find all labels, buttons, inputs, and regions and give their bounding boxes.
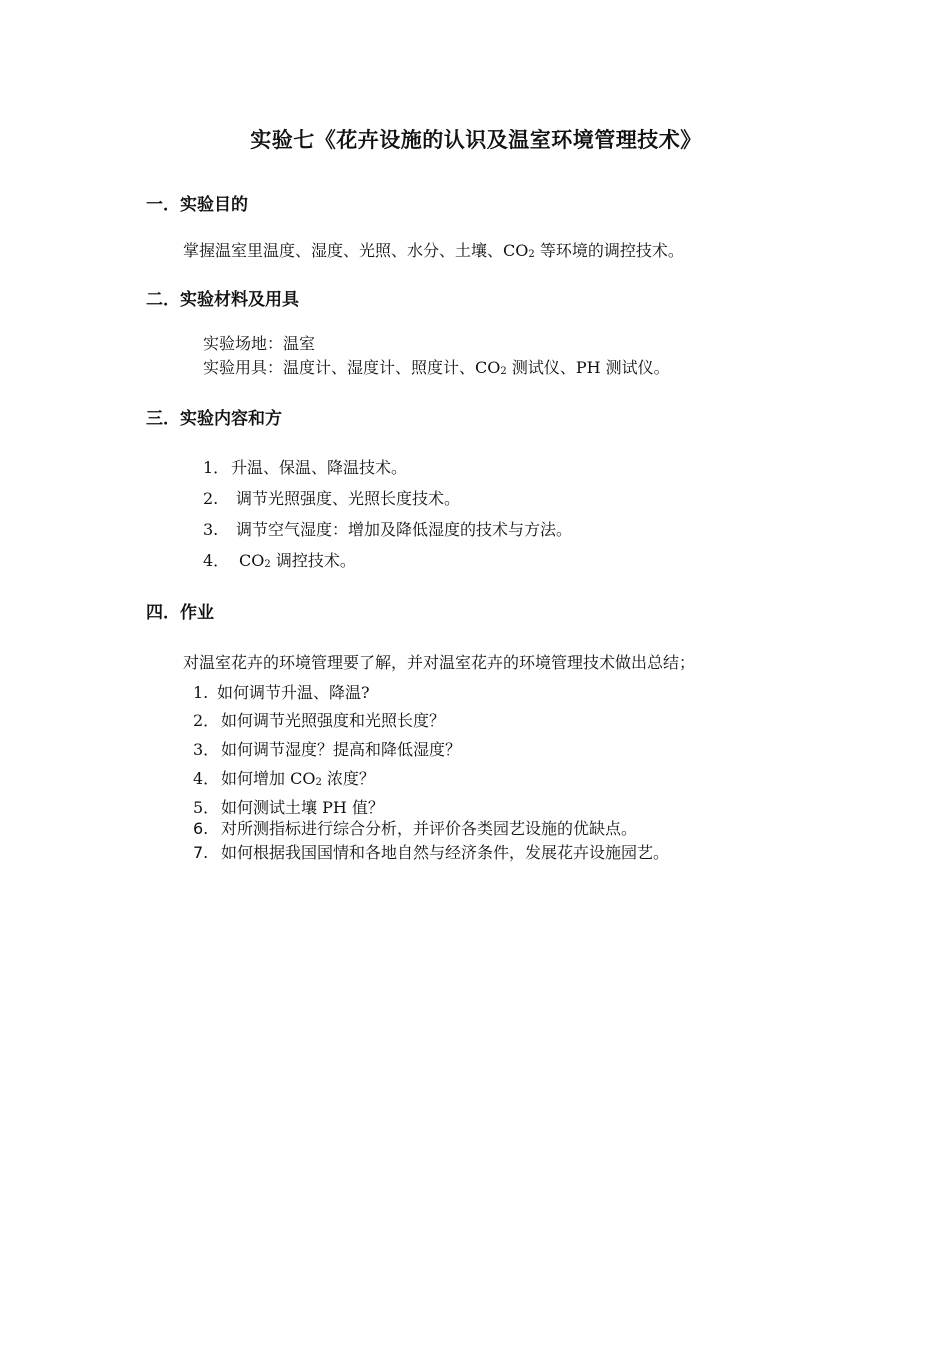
list-item: 4． CO2 调控技术。 bbox=[203, 551, 356, 570]
list-item: 2． 如何调节光照强度和光照长度？ bbox=[193, 711, 446, 730]
list-item: 2. 调节光照强度、光照长度技术。 bbox=[203, 489, 461, 508]
section-heading-materials: 二．实验材料及用具 bbox=[146, 290, 299, 310]
list-item: 1． 升温、保温、降温技术。 bbox=[203, 458, 408, 477]
document-title: 实验七《花卉设施的认识及温室环境管理技术》 bbox=[250, 128, 702, 152]
list-item: 5． 如何测试土壤 PH 值？ bbox=[193, 798, 384, 817]
section-heading-homework: 四．作业 bbox=[146, 603, 214, 623]
list-item: 4． 如何增加 CO2 浓度？ bbox=[193, 769, 375, 788]
materials-tools: 实验用具：温度计、湿度计、照度计、CO2 测试仪、PH 测试仪。 bbox=[203, 358, 670, 377]
list-item: 3． 如何调节湿度？提高和降低湿度？ bbox=[193, 740, 462, 759]
list-item: 1. 如何调节升温、降温? bbox=[193, 683, 370, 702]
materials-site: 实验场地：温室 bbox=[203, 334, 316, 353]
section-heading-purpose: 一．实验目的 bbox=[146, 195, 248, 215]
section-heading-content: 三．实验内容和方 bbox=[146, 409, 282, 429]
list-item: 6. 对所测指标进行综合分析，并评价各类园艺设施的优缺点。 bbox=[193, 819, 638, 838]
list-item: 7. 如何根据我国国情和各地自然与经济条件，发展花卉设施园艺。 bbox=[193, 843, 670, 862]
homework-intro: 对温室花卉的环境管理要了解，并对温室花卉的环境管理技术做出总结； bbox=[183, 653, 696, 672]
purpose-paragraph: 掌握温室里温度、湿度、光照、水分、土壤、CO2 等环境的调控技术。 bbox=[183, 241, 684, 260]
list-item: 3. 调节空气湿度：增加及降低湿度的技术与方法。 bbox=[203, 520, 573, 539]
